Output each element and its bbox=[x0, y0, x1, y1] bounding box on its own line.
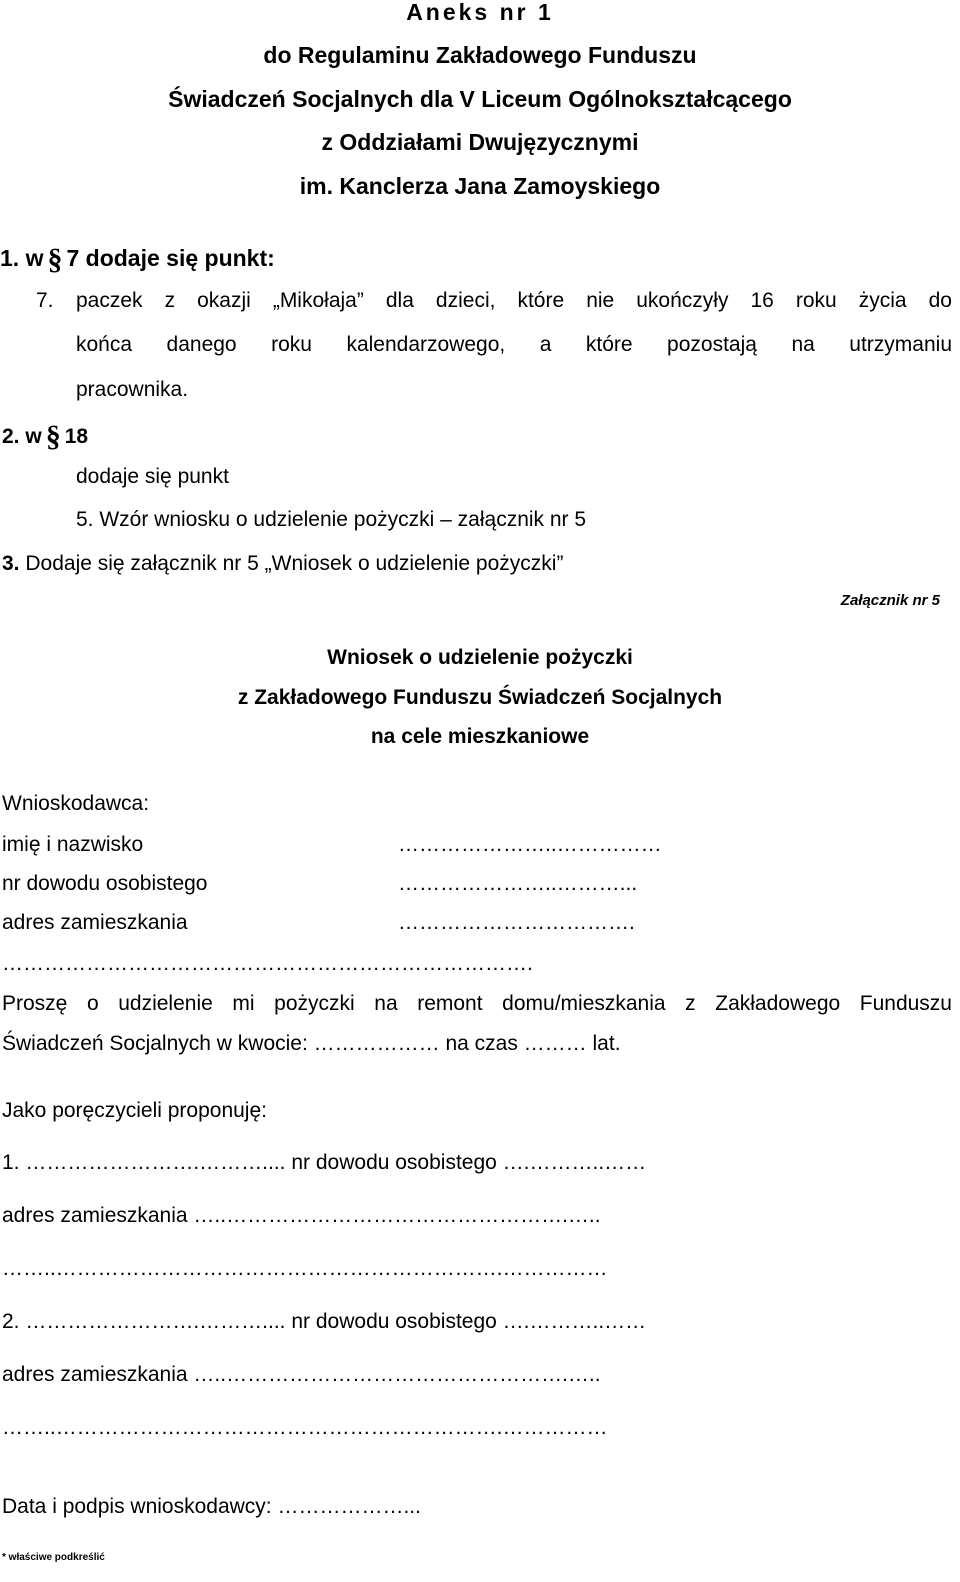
amendment-1-heading bbox=[0, 245, 275, 275]
guarantor-2-address-line-2: ……..……………………………………………………….…………… bbox=[2, 1416, 608, 1439]
amendment-1-line-1: paczek z okazji „Mikołaja” dla dzieci, które nie ukończyły 16 roku życia do bbox=[76, 289, 952, 312]
name-label: imię i nazwisko bbox=[2, 833, 144, 856]
header-line-5: im. Kanclerza Jana Zamoyskiego bbox=[299, 173, 661, 199]
annex-title: Aneks nr 1 bbox=[406, 0, 554, 25]
amendment-2-line-3: 5. Wzór wniosku o udzielenie pożyczki – załącznik nr 5 bbox=[76, 508, 587, 531]
address-field: ……………………………. bbox=[398, 911, 635, 934]
amendment-1-line-3: pracownika. bbox=[76, 378, 189, 401]
address-field-line-2: …………………………………………………………………. bbox=[2, 952, 533, 975]
amendment-1-prefix: 1. w bbox=[0, 245, 44, 271]
section-mark-1: § bbox=[47, 243, 63, 276]
attachment-title-3: na cele mieszkaniowe bbox=[370, 725, 590, 748]
amendment-2-prefix: 2. w bbox=[2, 425, 42, 448]
attachment-title-2: z Zakładowego Funduszu Świadczeń Socjalnych bbox=[237, 686, 723, 709]
guarantor-2-address: adres zamieszkania …..………………………………………….….. bbox=[2, 1363, 601, 1386]
request-line-1: Proszę o udzielenie mi pożyczki na remont domu/mieszkania z Zakładowego Funduszu bbox=[2, 992, 952, 1015]
amendment-1-line-2: końca danego roku kalendarzowego, a które pozostają na utrzymaniu bbox=[76, 333, 952, 356]
amendment-3-number: 3. bbox=[2, 552, 20, 575]
footnote: * właściwe podkreślić bbox=[2, 1552, 105, 1563]
amendment-2-suffix: 18 bbox=[64, 425, 89, 448]
guarantor-1-address: adres zamieszkania …..………………………………………….….. bbox=[2, 1204, 601, 1227]
amendment-1-suffix: 7 dodaje się punkt: bbox=[66, 245, 275, 271]
header-line-3: Świadczeń Socjalnych dla V Liceum Ogólnokształcącego bbox=[168, 86, 792, 112]
id-label: nr dowodu osobistego bbox=[2, 872, 208, 895]
guarantor-1-line-1: 1. …………………….……….... nr dowodu osobistego ….………..…… bbox=[2, 1151, 647, 1174]
request-line-2: Świadczeń Socjalnych w kwocie: ……………… na czas ……… lat. bbox=[2, 1032, 621, 1055]
name-field: …………………..…………… bbox=[398, 833, 662, 856]
id-field: …………………..………... bbox=[398, 872, 638, 895]
amendment-2-line-2: dodaje się punkt bbox=[76, 465, 229, 488]
attachment-title-1: Wniosek o udzielenie pożyczki bbox=[327, 646, 633, 669]
amendment-3 bbox=[2, 553, 563, 574]
amendment-1-point-number: 7. bbox=[36, 289, 54, 312]
amendment-2-heading bbox=[2, 422, 88, 452]
signature-line: Data i podpis wnioskodawcy: ………………... bbox=[2, 1495, 421, 1518]
header-line-2: do Regulaminu Zakładowego Funduszu bbox=[263, 42, 697, 68]
guarantor-2-line-1: 2. …………………….……….... nr dowodu osobistego ….………..…… bbox=[2, 1310, 647, 1333]
address-label: adres zamieszkania bbox=[2, 911, 188, 934]
applicant-heading: Wnioskodawca: bbox=[2, 792, 150, 815]
amendment-3-text: Dodaje się załącznik nr 5 „Wniosek o udzielenie pożyczki” bbox=[25, 552, 564, 575]
header-line-4: z Oddziałami Dwujęzycznymi bbox=[321, 129, 639, 155]
attachment-label: Załącznik nr 5 bbox=[840, 592, 940, 609]
section-mark-2: § bbox=[45, 420, 61, 453]
guarantors-heading: Jako poręczycieli proponuję: bbox=[2, 1099, 267, 1122]
guarantor-1-address-line-2: ……..……………………………………………………….…………… bbox=[2, 1257, 608, 1280]
